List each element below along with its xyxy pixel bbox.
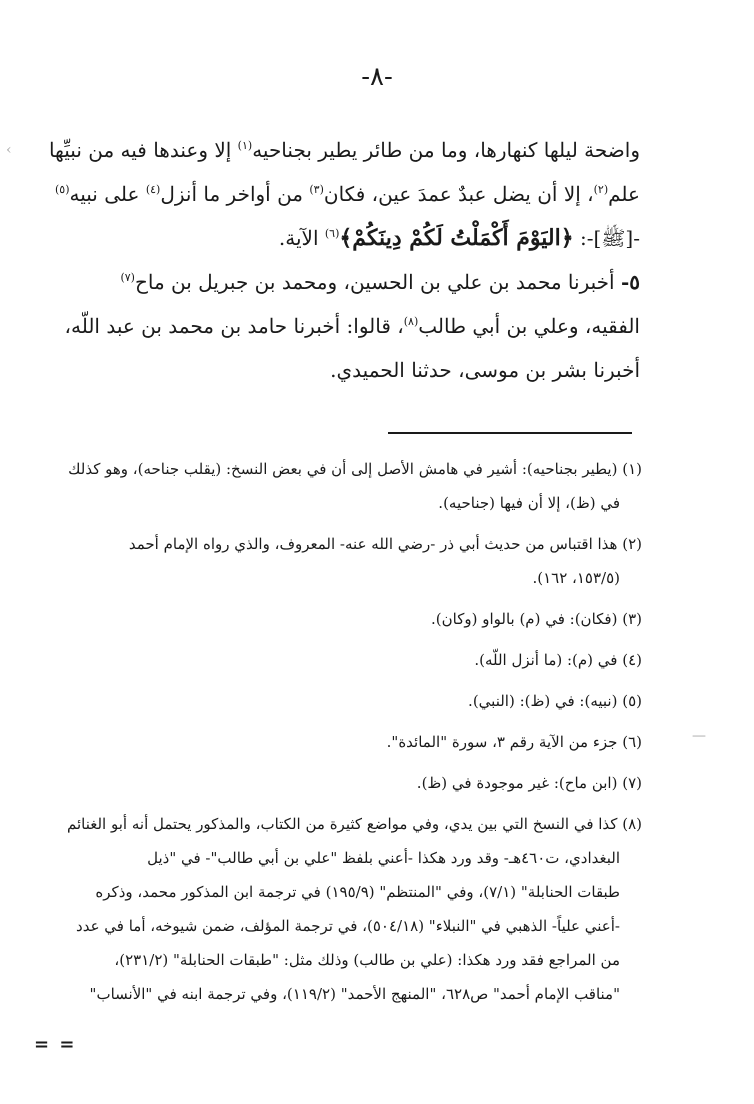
footnote-line: -أعني علياً- الذهبي في "النبلاء" (٥٠٤/١٨)، في ترجمة المؤلف، ضمن شيوخه، أما في عدد (76, 917, 620, 935)
text-line (40, 216, 640, 260)
continuation-mark: = = (34, 1034, 77, 1055)
text-line (40, 304, 640, 348)
footnote-ref: (٢) (593, 183, 609, 196)
footnotes (36, 452, 642, 1018)
footnote-1 (36, 452, 642, 520)
text-line (40, 348, 640, 392)
footnote-5 (36, 684, 642, 718)
footnote-line: (٦) جزء من الآية رقم ٣، سورة "المائدة". (386, 733, 642, 751)
main-paragraph-1 (40, 128, 640, 260)
text-segment: على نبيه (69, 182, 146, 206)
text-segment: الفقيه، وعلي بن أبي طالب (418, 314, 640, 338)
footnote-line: (٨) كذا في النسخ التي بين يدي، وفي مواضع كثيرة من الكتاب، والمذكور يحتمل أنه أبو الغنائم (67, 815, 642, 833)
text-segment: من أواخر ما أنزل (160, 182, 310, 206)
footnote-line: (٥) (نبيه): في (ظ): (النبي). (468, 692, 642, 710)
footnote-line: البغدادي، ت٤٦٠هـ- وقد ورد هكذا -أعني بلفظ "علي بن أبي طالب"- في "ذيل (147, 849, 620, 867)
text-segment: إلا وعندها فيه من نبيِّها (48, 138, 238, 162)
text-segment: أخبرنا بشر بن موسى، حدثنا الحميدي. (330, 358, 640, 382)
text-line (40, 128, 640, 172)
footnote-ref: (٤) (145, 183, 161, 196)
text-segment: -[ﷺ]-: (573, 226, 640, 250)
footnote-line: (٤) في (م): (ما أنزل اللّه). (474, 651, 642, 669)
text-segment: أخبرنا محمد بن علي بن الحسين، ومحمد بن جبريل بن ماح (134, 270, 621, 294)
footnote-4 (36, 643, 642, 677)
footnote-6 (36, 725, 642, 759)
text-segment: علم (608, 182, 640, 206)
text-segment: ، إلا أن يضل عبدٌ عمدَ عين، فكان (323, 182, 594, 206)
footnote-ref: (٣) (309, 183, 324, 196)
page-number: -٨- (361, 62, 393, 92)
footnote-line: (٢) هذا اقتباس من حديث أبي ذر -رضي الله عنه- المعروف، والذي رواه الإمام أحمد (128, 535, 642, 553)
footnote-2 (36, 527, 642, 595)
margin-mark-icon: ‹ (6, 142, 12, 158)
footnote-ref: (٥) (54, 183, 70, 196)
text-segment: واضحة ليلها كنهارها، وما من طائر يطير بجناحيه (252, 138, 640, 162)
footnote-7 (36, 766, 642, 800)
footnote-line: (٧) (ابن ماح): غير موجودة في (ظ). (416, 774, 642, 792)
footnote-ref: (٧) (120, 271, 135, 284)
footnote-ref: (١) (237, 139, 253, 152)
text-line (40, 172, 640, 216)
footnote-separator (388, 432, 632, 434)
footnote-8 (36, 807, 642, 1011)
text-line (40, 260, 640, 304)
footnote-line: في (ظ)، إلا أن فيها (جناحيه). (438, 494, 620, 512)
text-segment: الآية. (278, 226, 325, 250)
footnote-line: (٣) (فكان): في (م) بالواو (وكان). (431, 610, 642, 628)
footnote-line: (١٥٣/٥، ١٦٢). (532, 569, 620, 587)
footnote-line: "مناقب الإمام أحمد" ص٦٢٨، "المنهج الأحمد" (١١٩/٢)، وفي ترجمة ابنه في "الأنساب" (89, 985, 620, 1003)
footnote-line: (١) (يطير بجناحيه): أشير في هامش الأصل إلى أن في بعض النسخ: (يقلب جناحه)، وهو كذلك (68, 460, 642, 478)
quran-verse: ﴿اليَوْمَ أَكْمَلْتُ لَكُمْ دِينَكُمْ﴾ (339, 225, 574, 251)
item-number: ٥- (620, 270, 640, 294)
footnote-line: طبقات الحنابلة" (٧/١)، وفي "المنتظم" (١٩٥/٩) في ترجمة ابن المذكور محمد، وذكره (95, 883, 620, 901)
margin-dash-icon: — (692, 728, 706, 744)
main-paragraph-2 (40, 260, 640, 392)
text-segment: ، قالوا: أخبرنا حامد بن محمد بن عبد اللّه، (64, 314, 404, 338)
footnote-3 (36, 602, 642, 636)
footnote-ref: (٦) (324, 227, 340, 240)
footnote-ref: (٨) (403, 315, 419, 328)
main-text (40, 128, 640, 392)
footnote-line: من المراجع فقد ورد هكذا: (علي بن طالب) وذلك مثل: "طبقات الحنابلة" (٢٣١/٢)، (114, 951, 620, 969)
